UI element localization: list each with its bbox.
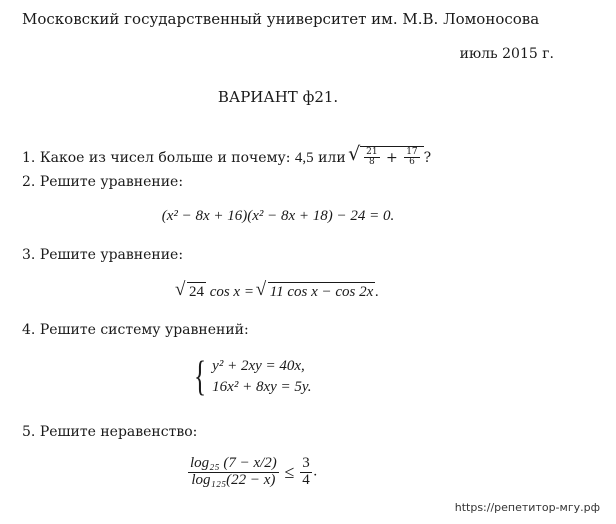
problem-1 xyxy=(22,146,431,168)
system-eq-1: y² + 2xy = 40x, xyxy=(212,358,305,374)
problem-text: Решите неравенство: xyxy=(39,424,198,440)
system-eq-2: 16x² + 8xy = 5y. xyxy=(212,379,312,395)
problem-3 xyxy=(22,247,183,263)
problem-number: 4. xyxy=(22,322,36,338)
fraction-1: √ $\frac{21}{8}$ xyxy=(366,147,378,168)
problem-text: Какое из чисел больше и почему: xyxy=(39,149,291,166)
problem-5 xyxy=(22,424,197,440)
number-a: 4,5 xyxy=(294,149,314,166)
problem-text: Решите уравнение: xyxy=(39,174,184,190)
exam-date: июль 2015 г. xyxy=(459,46,554,62)
problem-number: 3. xyxy=(22,247,36,263)
problem-number: 5. xyxy=(22,424,36,440)
connector: или xyxy=(318,149,346,166)
equation-2: (x² − 8x + 16)(x² − 8x + 18) − 24 = 0. xyxy=(161,208,395,224)
university-title: Московский государственный университет им. М.В. Ломоносова xyxy=(22,10,540,28)
sqrt-expression: √ $\frac{21}{8}$ + $\frac{17}{6}$ xyxy=(350,146,424,168)
fraction-2: $\frac{17}{6}$ xyxy=(406,147,418,168)
problem-text: Решите уравнение: xyxy=(39,247,184,263)
variant-title: ВАРИАНТ ф21. xyxy=(217,88,339,106)
rhs-fraction: $\frac{3}{4}$ xyxy=(302,455,310,488)
site-url: https://репетитор-мгу.рф xyxy=(454,501,600,514)
inequality: $\frac{\text{log₂₅ (7 − x/2)}}{\text{log₁₂₅(22 − x)}}$ ≤ $\frac{3}{4}$ . xyxy=(190,455,318,488)
question-mark: ? xyxy=(423,149,432,166)
problem-number: 2. xyxy=(22,174,36,190)
problem-number: 1. xyxy=(22,149,36,166)
problem-4 xyxy=(22,322,249,338)
equation-3: √ 24 cos x = √ 11 cos x − cos 2x . xyxy=(0,282,556,301)
problem-2 xyxy=(22,174,183,190)
brace-icon: { xyxy=(194,354,207,400)
log-fraction: $\frac{\text{log₂₅ (7 − x/2)}}{\text{log₁₂₅(22 − x)}}$ xyxy=(190,455,277,488)
problem-text: Решите систему уравнений: xyxy=(39,322,249,338)
equation-system xyxy=(190,356,311,398)
